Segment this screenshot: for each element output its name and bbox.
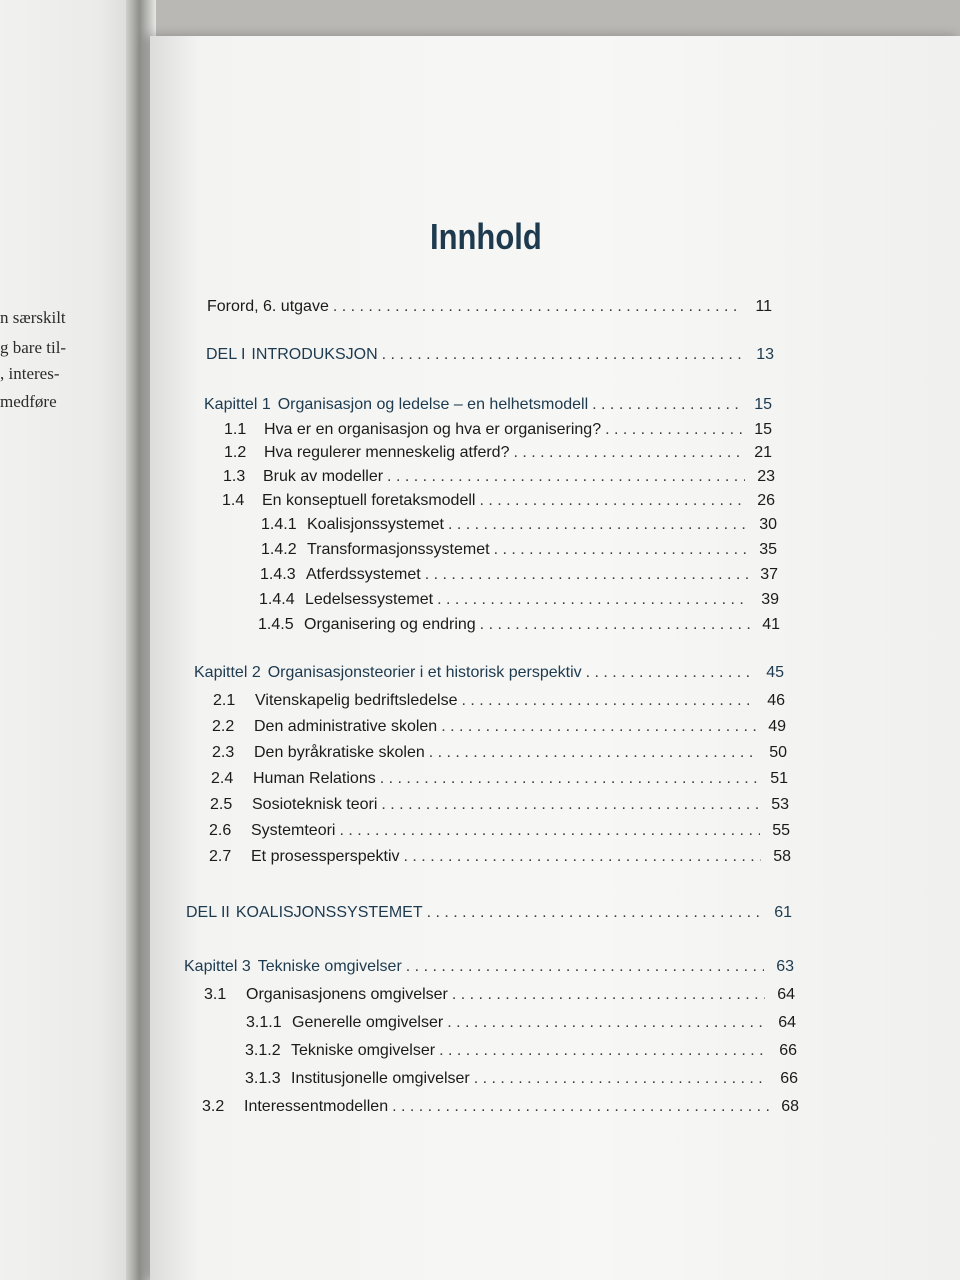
toc-entry-part [206,346,774,364]
toc-entry-page: 13 [756,346,774,363]
toc-entry-page: 41 [762,616,780,633]
leader-dots [592,396,742,414]
toc-entry-number: 3.1.2 [245,1042,281,1059]
left-page-line: g bare til- [0,338,67,357]
leader-dots [333,298,742,316]
toc-entry-label: Den administrative skolen [254,718,438,735]
toc-entry-chapter [204,396,772,414]
toc-entry-page: 68 [781,1098,799,1115]
toc-entry-number: 1.4.5 [258,616,294,633]
leader-dots [437,591,749,609]
toc-entry-number: 1.4.3 [260,566,296,583]
left-page-line: medføre [0,392,57,411]
leader-dots [381,796,759,814]
toc-entry-page: 58 [773,848,791,865]
toc-entry-page: 53 [771,796,789,813]
toc-entry-label: Organisering og endring [304,616,476,633]
toc-entry-section [212,744,787,762]
toc-entry-label: Interessentmodellen [244,1098,389,1115]
toc-entry-page: 64 [777,986,795,1003]
left-page-line: n særskilt [0,308,66,327]
toc-entry-subsection [259,591,779,609]
leader-dots [586,664,754,682]
toc-entry-page: 50 [769,744,787,761]
toc-entry-section [202,1098,799,1116]
left-facing-page [0,0,142,1280]
toc-entry-page: 15 [754,396,772,413]
toc-entry-subsection [261,541,777,559]
toc-entry-page: 51 [770,770,788,787]
toc-entry-number: 1.4.2 [261,541,297,558]
toc-entry-page: 39 [761,591,779,608]
leader-dots [380,770,758,788]
toc-entry-label: Generelle omgivelser [292,1014,444,1031]
toc-entry-section [212,718,786,736]
leader-dots [441,718,756,736]
toc-entry-label: Hva er en organisasjon og hva er organisering? [264,421,602,438]
toc-entry-subsection [258,616,780,634]
toc-entry-number: 2.3 [212,744,235,761]
toc-entry-page: 45 [766,664,784,681]
leader-dots [513,444,742,462]
leader-dots [605,421,742,439]
toc-entry-page: 30 [759,516,777,533]
toc-entry-number: 1.4.4 [259,591,295,608]
toc-entry-page: 26 [757,492,775,509]
toc-entry-label: Organisasjonens omgivelser [246,986,448,1003]
toc-entry-number: Kapittel 3 [184,958,251,975]
toc-entry-section [223,468,775,486]
leader-dots [452,986,765,1004]
toc-entry-section [222,492,775,510]
toc-entry-section [224,421,772,439]
toc-entry-label: Tekniske omgivelser [257,958,402,975]
toc-entry-label: Tekniske omgivelser [291,1042,436,1059]
toc-entry-label: Institusjonelle omgivelser [291,1070,470,1087]
toc-entry-label: Sosioteknisk teori [252,796,378,813]
leader-dots [439,1042,767,1060]
toc-entry-label: Forord, 6. utgave [207,298,329,315]
toc-entry-chapter [194,664,784,682]
toc-entry-section [224,444,772,462]
leader-dots [447,1014,766,1032]
toc-entry-chapter [184,958,794,976]
toc-entry-number: Kapittel 1 [204,396,271,413]
toc-entry-page: 35 [759,541,777,558]
leader-dots [382,346,744,364]
toc-entry-number: 2.1 [213,692,236,709]
page-title: Innhold [430,216,542,257]
toc-entry-subsection [261,516,777,534]
toc-entry-section [213,692,785,710]
toc-entry-label: Koalisjonssystemet [307,516,444,533]
toc-entry-page: 37 [760,566,778,583]
toc-entry-subsection [246,1014,796,1032]
toc-entry-number: 1.4.1 [261,516,297,533]
toc-entry-section [204,986,795,1004]
toc-entry-section [211,770,788,788]
leader-dots [387,468,745,486]
toc-entry-number: 2.7 [209,848,232,865]
leader-dots [404,848,761,866]
toc-entry-page: 23 [757,468,775,485]
toc-entry-number: 3.1 [204,986,227,1003]
toc-entry-number: 2.6 [209,822,232,839]
toc-entry-page: 21 [754,444,772,461]
toc-entry-page: 66 [779,1042,797,1059]
toc-entry-page: 15 [754,421,772,438]
toc-entry-page: 64 [778,1014,796,1031]
toc-entry-label: Human Relations [253,770,376,787]
leader-dots [427,904,762,922]
toc-entry-number: 1.1 [224,421,247,438]
leader-dots [474,1070,768,1088]
leader-dots [462,692,756,710]
toc-entry-subsection [245,1070,798,1088]
toc-entry-section [209,848,791,866]
toc-entry-page: 66 [780,1070,798,1087]
toc-entry-label: Organisasjon og ledelse – en helhetsmodell [277,396,589,413]
left-page-line: , interes- [0,364,60,383]
toc-entry-number: 3.2 [202,1098,225,1115]
leader-dots [406,958,764,976]
toc-entry-page: 11 [755,298,772,315]
leader-dots [429,744,757,762]
toc-entry-forord [207,298,772,316]
toc-entry-number: DEL II [186,904,230,921]
leader-dots [448,516,747,534]
toc-entry-label: Vitenskapelig bedriftsledelse [255,692,458,709]
toc-entry-subsection [245,1042,797,1060]
toc-entry-part [186,904,792,922]
toc-entry-number: 1.3 [223,468,246,485]
toc-entry-section [209,822,790,840]
toc-entry-page: 63 [776,958,794,975]
toc-entry-label: Organisasjonsteorier i et historisk perspektiv [267,664,582,681]
toc-entry-label: Transformasjonssystemet [307,541,490,558]
leader-dots [479,492,745,510]
toc-entry-label: INTRODUKSJON [251,346,378,363]
toc-entry-page: 46 [767,692,785,709]
toc-entry-number: 2.2 [212,718,235,735]
toc-entry-label: Et prosessperspektiv [251,848,400,865]
toc-entry-label: Systemteori [251,822,336,839]
toc-entry-section [210,796,789,814]
toc-entry-number: 2.4 [211,770,234,787]
toc-entry-number: 2.5 [210,796,233,813]
leader-dots [425,566,748,584]
contents-page [150,36,960,1280]
toc-entry-number: Kapittel 2 [194,664,261,681]
toc-entry-number: 3.1.3 [245,1070,281,1087]
toc-entry-number: 1.4 [222,492,245,509]
toc-entry-label: Hva regulerer menneskelig atferd? [264,444,510,461]
toc-entry-page: 61 [774,904,792,921]
leader-dots [494,541,747,559]
leader-dots [392,1098,769,1116]
toc-entry-label: En konseptuell foretaksmodell [262,492,476,509]
toc-entry-page: 55 [772,822,790,839]
toc-entry-label: KOALISJONSSYSTEMET [235,904,423,921]
leader-dots [339,822,760,840]
toc-entry-number: 1.2 [224,444,247,461]
toc-entry-number: DEL I [206,346,246,363]
toc-entry-subsection [260,566,778,584]
table-of-contents [150,36,960,1280]
toc-entry-label: Atferdssystemet [306,566,421,583]
toc-entry-number: 3.1.1 [246,1014,282,1031]
toc-entry-label: Bruk av modeller [263,468,384,485]
toc-entry-label: Ledelsessystemet [305,591,434,608]
toc-entry-page: 49 [768,718,786,735]
toc-entry-label: Den byråkratiske skolen [254,744,425,761]
leader-dots [480,616,750,634]
